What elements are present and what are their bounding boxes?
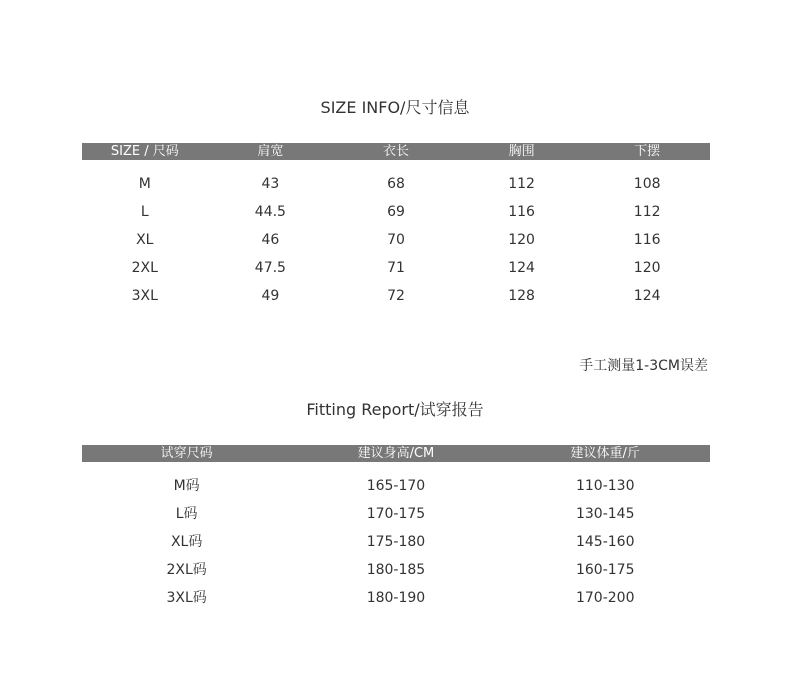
cell: 175-180 bbox=[366, 534, 426, 550]
table-row bbox=[82, 282, 710, 310]
cell: 124 bbox=[633, 288, 661, 304]
size-info-title: SIZE INFO/尺寸信息 bbox=[320, 98, 470, 117]
cell: 44.5 bbox=[254, 204, 286, 220]
header-weight: 建议体重/斤 bbox=[570, 446, 640, 461]
cell: L bbox=[140, 204, 149, 220]
cell: 110-130 bbox=[575, 478, 635, 494]
cell: 124 bbox=[508, 260, 535, 276]
fitting-report-title: Fitting Report/试穿报告 bbox=[306, 400, 484, 419]
table-row bbox=[82, 254, 710, 282]
header-size: SIZE / 尺码 bbox=[110, 144, 179, 159]
cell: L码 bbox=[175, 506, 198, 522]
table-row bbox=[82, 528, 710, 556]
cell: XL码 bbox=[170, 534, 203, 550]
cell: 68 bbox=[387, 176, 405, 192]
cell: 180-185 bbox=[366, 562, 426, 578]
cell: 43 bbox=[261, 176, 280, 192]
cell: 112 bbox=[508, 176, 535, 192]
cell: 130-145 bbox=[575, 506, 635, 522]
cell: 120 bbox=[508, 232, 535, 248]
fitting-table-header bbox=[82, 445, 710, 462]
size-table-header bbox=[82, 143, 710, 160]
cell: 145-160 bbox=[575, 534, 635, 550]
cell: 46 bbox=[261, 232, 280, 248]
cell: 165-170 bbox=[366, 478, 426, 494]
table-row bbox=[82, 472, 710, 500]
cell: XL bbox=[136, 232, 154, 248]
header-chest: 胸围 bbox=[508, 144, 535, 159]
cell: 3XL bbox=[131, 288, 158, 304]
cell: 69 bbox=[387, 204, 405, 220]
cell: 128 bbox=[508, 288, 535, 304]
cell: 3XL码 bbox=[166, 590, 207, 606]
cell: 49 bbox=[261, 288, 280, 304]
cell: 170-200 bbox=[575, 590, 635, 606]
header-try-size: 试穿尺码 bbox=[160, 446, 213, 461]
cell: M码 bbox=[173, 478, 200, 494]
cell: 70 bbox=[387, 232, 405, 248]
fitting-table bbox=[82, 445, 710, 612]
cell: M bbox=[138, 176, 151, 192]
table-row bbox=[82, 170, 710, 198]
cell: 112 bbox=[633, 204, 661, 220]
cell: 116 bbox=[633, 232, 661, 248]
header-length: 衣长 bbox=[382, 144, 409, 159]
size-table bbox=[82, 143, 710, 310]
header-height: 建议身高/CM bbox=[357, 446, 435, 461]
measurement-note: 手工测量1-3CM误差 bbox=[579, 358, 708, 374]
cell: 120 bbox=[633, 260, 661, 276]
table-row bbox=[82, 198, 710, 226]
table-row bbox=[82, 226, 710, 254]
cell: 108 bbox=[633, 176, 661, 192]
cell: 2XL码 bbox=[166, 562, 207, 578]
header-hem: 下摆 bbox=[634, 144, 661, 159]
table-row bbox=[82, 500, 710, 528]
cell: 72 bbox=[387, 288, 405, 304]
table-row bbox=[82, 556, 710, 584]
cell: 180-190 bbox=[366, 590, 426, 606]
cell: 116 bbox=[508, 204, 535, 220]
cell: 47.5 bbox=[254, 260, 286, 276]
cell: 160-175 bbox=[575, 562, 635, 578]
header-shoulder: 肩宽 bbox=[257, 144, 284, 159]
table-row bbox=[82, 584, 710, 612]
cell: 2XL bbox=[131, 260, 158, 276]
cell: 71 bbox=[387, 260, 405, 276]
cell: 170-175 bbox=[366, 506, 426, 522]
